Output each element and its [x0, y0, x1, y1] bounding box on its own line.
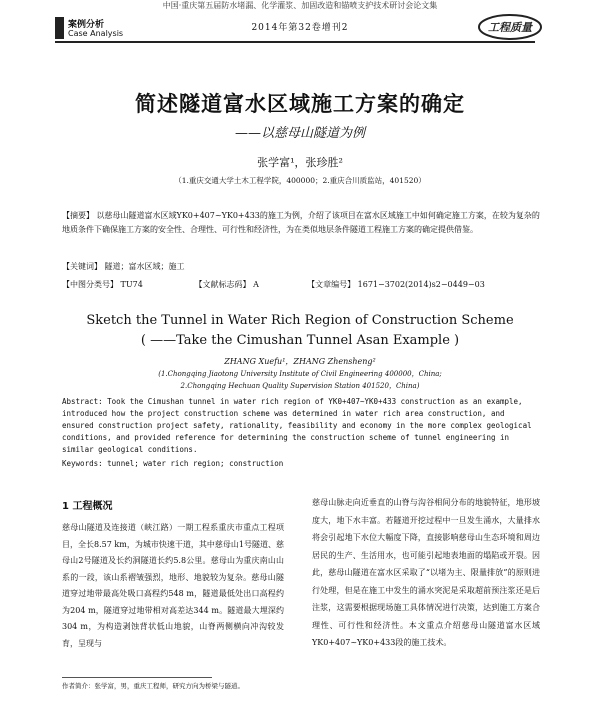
english-authors: ZHANG Xuefu¹，ZHANG Zhensheng²	[224, 357, 376, 366]
section-label-cn: 案例分析	[68, 20, 105, 30]
article-number: 【文章编号】 1671−3702(2014)s2−0449−03	[307, 280, 485, 289]
section-heading: 1 工程概况	[62, 501, 113, 512]
english-keywords: Keywords: tunnel; water rich region; construction	[62, 459, 284, 468]
authors: 张学富¹，张珍胜²	[257, 156, 343, 169]
paper-subtitle: ——以慈母山隧道为例	[234, 126, 365, 141]
conference-header: 中国·重庆第五届防水堵漏、化学灌浆、加固改造和锚喷支护技术研讨会论文集	[162, 1, 438, 10]
issue-label: 2014年第32卷增刊2	[251, 23, 349, 33]
document-code: 【文献标志码】 A	[194, 280, 259, 289]
svg-text:工程质量: 工程质量	[488, 21, 532, 34]
header-rule	[55, 41, 535, 43]
affiliations: （1.重庆交通大学土木工程学院，400000；2.重庆合川质监站，401520）	[174, 176, 426, 185]
english-title: Sketch the Tunnel in Water Rich Region of Construction Scheme	[86, 313, 514, 328]
section-label-en: Case Analysis	[68, 29, 124, 38]
paper-title: 简述隧道富水区域施工方案的确定	[135, 92, 465, 116]
abstract-cn: 【摘要】 以慈母山隧道富水区域YK0+407~YK0+433的施工为例，介绍了该项目在富水区域施工中如何确定施工方案，在较为复杂的地质条件下确保施工方案的安全性、合理性、可行性和经济性，为在类似地层条件隧道工程施工方案的确定提供借鉴。	[62, 211, 540, 234]
keywords-cn: 【关键词】 隧道；富水区域；施工	[62, 262, 185, 271]
footnote-rule	[62, 677, 212, 678]
english-affiliation-2: 2.Chongqing Hechuan Quality Supervision Station 401520，China)	[180, 382, 420, 390]
author-footnote: 作者简介：张学富，男，重庆工程师，研究方向为桥梁与隧道。	[62, 682, 244, 690]
english-affiliations	[0, 368, 600, 392]
body-column-left: 慈母山隧道及连接道（峡江路）一期工程系重庆市重点工程项目，全长8.57 km，为城市快速干道，其中慈母山1号隧道、慈母山2号隧道及长约洞隧道长约5.8公里。慈母山为重庆南山山系的一段，该山系褶皱强烈，地形、地貌较为复杂。慈母山隧道穿过地带最高处吸口高程约548 m，隧道最低处出口高程约为204 m，隧道穿过地带相对高差达344 m。隧道最大埋深约304 m，为构造剥蚀背状低山地貌，山脊两侧横向冲沟较发育，呈现与	[62, 523, 284, 648]
clc-number: 【中图分类号】 TU74	[62, 280, 143, 289]
english-subtitle: ( ——Take the Cimushan Tunnel Asan Example )	[140, 333, 460, 348]
english-affiliation-1: (1.Chongqing Jiaotong University Institute of Civil Engineering 400000，China;	[158, 370, 442, 378]
body-column-right: 慈母山脉走向近垂直的山脊与沟谷相间分布的地貌特征，地形坡度大，地下水丰富。若隧道开挖过程中一旦发生涌水，大量排水将会引起地下水位大幅度下降，直接影响慈母山生态环境和周边居民的生产、生活用水，也可能引起地表地面的塌陷或开裂。因此，慈母山隧道在富水区采取了“以堵为主、限量排放”的原则进行处理，但是在施工中发生的涌水突泥是采取超前预注浆还是后注浆，这需要根据现场施工具体情况进行决策，达到施工方案合理性、可行性和经济性。本文重点介绍慈母山隧道富水区域YK0+407~YK0+433段的施工技术。	[312, 498, 540, 647]
english-abstract: Abstract: Took the Cimushan tunnel in water rich region of YK0+407~YK0+433 construction as an example, introduced how the project construction scheme was determined in water rich area construction, and ensured construction project safety, rationality, feasibility and economy in the more complex geological conditions, and provided reference for determining the construction scheme of tunnel engineering in similar geological conditions.	[62, 397, 532, 454]
classification-row	[62, 279, 540, 290]
journal-logo	[478, 14, 542, 40]
